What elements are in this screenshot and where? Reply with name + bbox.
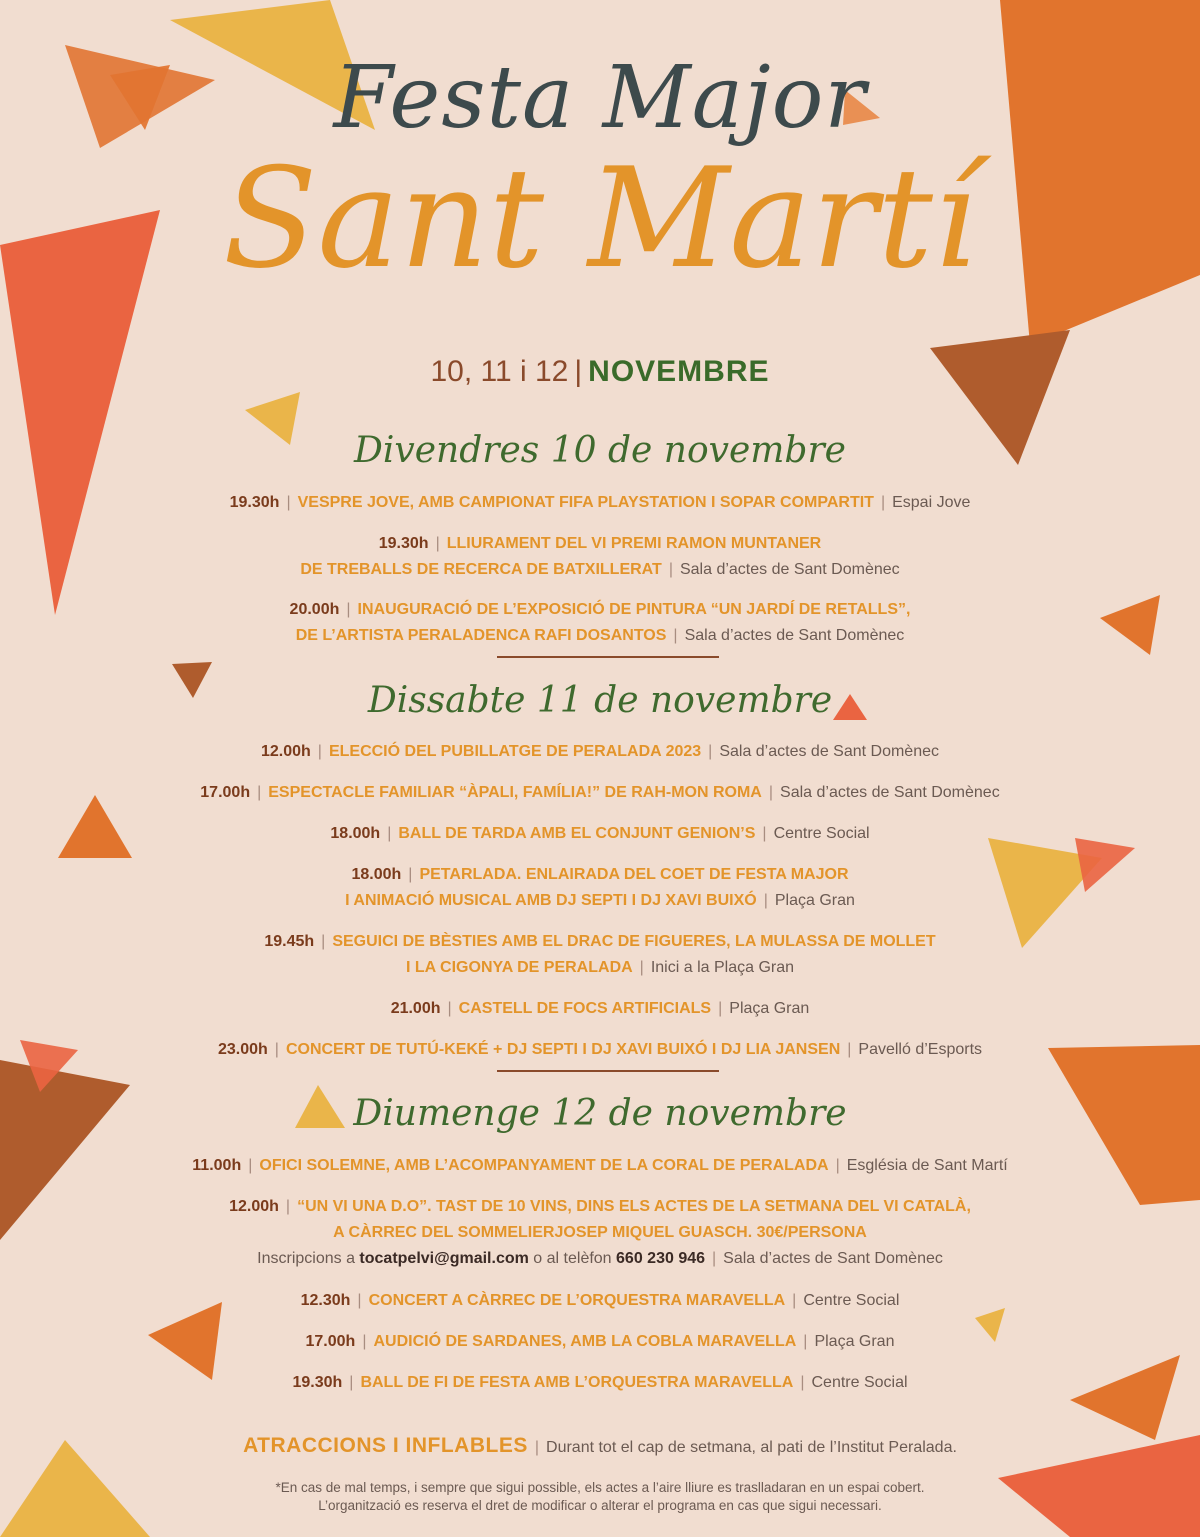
event-time: 12.00h <box>229 1198 279 1215</box>
event-title: VESPRE JOVE, AMB CAMPIONAT FIFA PLAYSTATION I SOPAR COMPARTIT <box>297 494 874 511</box>
event-title-cont: DE TREBALLS DE RECERCA DE BATXILLERAT <box>300 561 662 578</box>
event-title-cont: A CÀRREC DEL SOMMELIERJOSEP MIQUEL GUASCH. 30€/PERSONA <box>333 1224 867 1241</box>
festival-dates <box>0 355 1200 389</box>
event-place: Plaça Gran <box>774 892 855 909</box>
event-row: 18.00h | PETARLADA. ENLAIRADA DEL COET DE FESTA MAJOR I ANIMACIÓ MUSICAL AMB DJ SEPTI I DJ XAVI BUIXÓ | Plaça Gran <box>345 866 855 909</box>
event-place: Església de Sant Martí <box>846 1157 1008 1174</box>
event-row: 12.00h | “UN VI UNA D.O”. TAST DE 10 VINS, DINS ELS ACTES DE LA SETMANA DEL VI CATALÀ, A CÀRREC DEL SOMMELIERJOSEP MIQUEL GUASCH. 30€/PERSONA Inscripcions a tocatpelvi@gmail.com o al telèfon 660 230 946 | Sala d’actes de Sant Domènec <box>229 1198 971 1267</box>
event-title: ESPECTACLE FAMILIAR “ÀPALI, FAMÍLIA!” DE RAH-MON ROMA <box>268 784 762 801</box>
footnote-line1: *En cas de mal temps, i sempre que sigui possible, els actes a l’aire lliure es traslladaran en un espai cobert. <box>275 1480 925 1495</box>
event-row: 17.00h | AUDICIÓ DE SARDANES, AMB LA COBLA MARAVELLA | Plaça Gran <box>305 1333 895 1350</box>
divider <box>497 1070 719 1072</box>
event-title: CONCERT DE TUTÚ-KEKÉ + DJ SEPTI I DJ XAVI BUIXÓ I DJ LIA JANSEN <box>285 1041 841 1058</box>
event-place: Plaça Gran <box>729 1000 810 1017</box>
event-row: 23.00h | CONCERT DE TUTÚ-KEKÉ + DJ SEPTI I DJ XAVI BUIXÓ I DJ LIA JANSEN | Pavelló d’Esports <box>217 1041 983 1058</box>
event-title: CONCERT A CÀRREC DE L’ORQUESTRA MARAVELLA <box>368 1292 786 1309</box>
event-time: 19.45h <box>264 933 315 950</box>
event-place: Centre Social <box>773 825 870 842</box>
event-title-cont: DE L’ARTISTA PERALADENCA RAFI DOSANTOS <box>295 627 667 644</box>
event-time: 17.00h <box>305 1333 356 1350</box>
event-title-cont: I ANIMACIÓ MUSICAL AMB DJ SEPTI I DJ XAVI BUIXÓ <box>345 892 757 909</box>
event-time: 11.00h <box>192 1157 242 1174</box>
event-title-cont: I LA CIGONYA DE PERALADA <box>405 959 633 976</box>
attractions-detail: Durant tot el cap de setmana, al pati de l’Institut Peralada. <box>546 1439 957 1456</box>
event-time: 18.00h <box>330 825 381 842</box>
event-place: Sala d’actes de Sant Domènec <box>719 743 939 760</box>
event-place: Centre Social <box>811 1374 908 1391</box>
registration-info: Inscripcions a tocatpelvi@gmail.com o al telèfon 660 230 946 <box>257 1250 706 1267</box>
event-row: 19.30h | BALL DE FI DE FESTA AMB L’ORQUESTRA MARAVELLA | Centre Social <box>292 1374 908 1391</box>
event-title: PETARLADA. ENLAIRADA DEL COET DE FESTA MAJOR <box>419 866 849 883</box>
event-title: ELECCIÓ DEL PUBILLATGE DE PERALADA 2023 <box>328 743 702 760</box>
event-row: 12.30h | CONCERT A CÀRREC DE L’ORQUESTRA MARAVELLA | Centre Social <box>300 1292 900 1309</box>
event-title: OFICI SOLEMNE, AMB L’ACOMPANYAMENT DE LA CORAL DE PERALADA <box>259 1157 829 1174</box>
event-time: 12.00h <box>260 743 311 760</box>
registration-email[interactable]: tocatpelvi@gmail.com <box>359 1250 529 1267</box>
event-row: 18.00h | BALL DE TARDA AMB EL CONJUNT GENION’S | Centre Social <box>330 825 870 842</box>
poster-title-line2: Sant Martí <box>222 138 978 299</box>
event-title: BALL DE FI DE FESTA AMB L’ORQUESTRA MARAVELLA <box>360 1374 794 1391</box>
event-place: Espai Jove <box>892 494 971 511</box>
divider <box>497 656 719 658</box>
event-title: LLIURAMENT DEL VI PREMI RAMON MUNTANER <box>446 535 822 552</box>
event-row: 19.45h | SEGUICI DE BÈSTIES AMB EL DRAC DE FIGUERES, LA MULASSA DE MOLLET I LA CIGONYA DE PERALADA | Inici a la Plaça Gran <box>264 933 936 976</box>
event-place: Sala d’actes de Sant Domènec <box>723 1250 943 1267</box>
event-title: CASTELL DE FOCS ARTIFICIALS <box>458 1000 712 1017</box>
event-title: “UN VI UNA D.O”. TAST DE 10 VINS, DINS ELS ACTES DE LA SETMANA DEL VI CATALÀ, <box>297 1198 971 1215</box>
event-place: Sala d’actes de Sant Domènec <box>679 561 900 578</box>
event-place: Pavelló d’Esports <box>858 1041 983 1058</box>
event-title: AUDICIÓ DE SARDANES, AMB LA COBLA MARAVELLA <box>373 1333 797 1350</box>
event-title: SEGUICI DE BÈSTIES AMB EL DRAC DE FIGUERES, LA MULASSA DE MOLLET <box>332 933 936 950</box>
event-time: 20.00h <box>289 601 340 618</box>
event-row: 20.00h | INAUGURACIÓ DE L’EXPOSICIÓ DE PINTURA “UN JARDÍ DE RETALLS”, DE L’ARTISTA PERALADENCA RAFI DOSANTOS | Sala d’actes de Sant Domènec <box>289 601 911 644</box>
event-row: 21.00h | CASTELL DE FOCS ARTIFICIALS | Plaça Gran <box>390 1000 810 1017</box>
event-place: Sala d’actes de Sant Domènec <box>780 784 1000 801</box>
dates-days: 10, 11 i 12 <box>430 355 569 388</box>
event-row: 12.00h | ELECCIÓ DEL PUBILLATGE DE PERALADA 2023 | Sala d’actes de Sant Domènec <box>260 743 939 760</box>
registration-phone: 660 230 946 <box>616 1250 706 1267</box>
event-row: 19.30h | VESPRE JOVE, AMB CAMPIONAT FIFA PLAYSTATION I SOPAR COMPARTIT | Espai Jove <box>229 494 971 511</box>
event-time: 23.00h <box>217 1041 268 1058</box>
event-place: Plaça Gran <box>814 1333 895 1350</box>
footnote <box>0 1479 1200 1515</box>
dates-month: NOVEMBRE <box>588 355 770 388</box>
event-row: 19.30h | LLIURAMENT DEL VI PREMI RAMON MUNTANER DE TREBALLS DE RECERCA DE BATXILLERAT | Sala d’actes de Sant Domènec <box>300 535 900 578</box>
day-heading-friday: Divendres 10 de novembre <box>354 430 846 471</box>
event-time: 19.30h <box>378 535 429 552</box>
event-time: 19.30h <box>229 494 280 511</box>
event-time: 12.30h <box>300 1292 351 1309</box>
event-place: Inici a la Plaça Gran <box>650 959 795 976</box>
poster-title-line1: Festa Major <box>333 48 867 148</box>
event-time: 19.30h <box>292 1374 343 1391</box>
attractions-label: ATRACCIONS I INFLABLES <box>243 1434 528 1457</box>
event-title: BALL DE TARDA AMB EL CONJUNT GENION’S <box>398 825 756 842</box>
day-heading-saturday: Dissabte 11 de novembre <box>367 680 833 721</box>
event-time: 21.00h <box>390 1000 441 1017</box>
event-time: 18.00h <box>351 866 402 883</box>
separator: | <box>574 355 583 388</box>
event-title: INAUGURACIÓ DE L’EXPOSICIÓ DE PINTURA “UN JARDÍ DE RETALLS”, <box>357 601 911 618</box>
attractions-line: ATRACCIONS I INFLABLES | Durant tot el cap de setmana, al pati de l’Institut Peralada. <box>243 1434 957 1457</box>
event-place: Centre Social <box>803 1292 900 1309</box>
event-time: 17.00h <box>200 784 251 801</box>
event-place: Sala d’actes de Sant Domènec <box>684 627 905 644</box>
event-row: 17.00h | ESPECTACLE FAMILIAR “ÀPALI, FAMÍLIA!” DE RAH-MON ROMA | Sala d’actes de Sant Domènec <box>200 784 1000 801</box>
footnote-line2: L’organització es reserva el dret de modificar o alterar el programa en cas que sigui necessari. <box>318 1498 882 1513</box>
day-heading-sunday: Diumenge 12 de novembre <box>353 1093 847 1134</box>
event-row: 11.00h | OFICI SOLEMNE, AMB L’ACOMPANYAMENT DE LA CORAL DE PERALADA | Església de Sant Martí <box>192 1157 1008 1174</box>
